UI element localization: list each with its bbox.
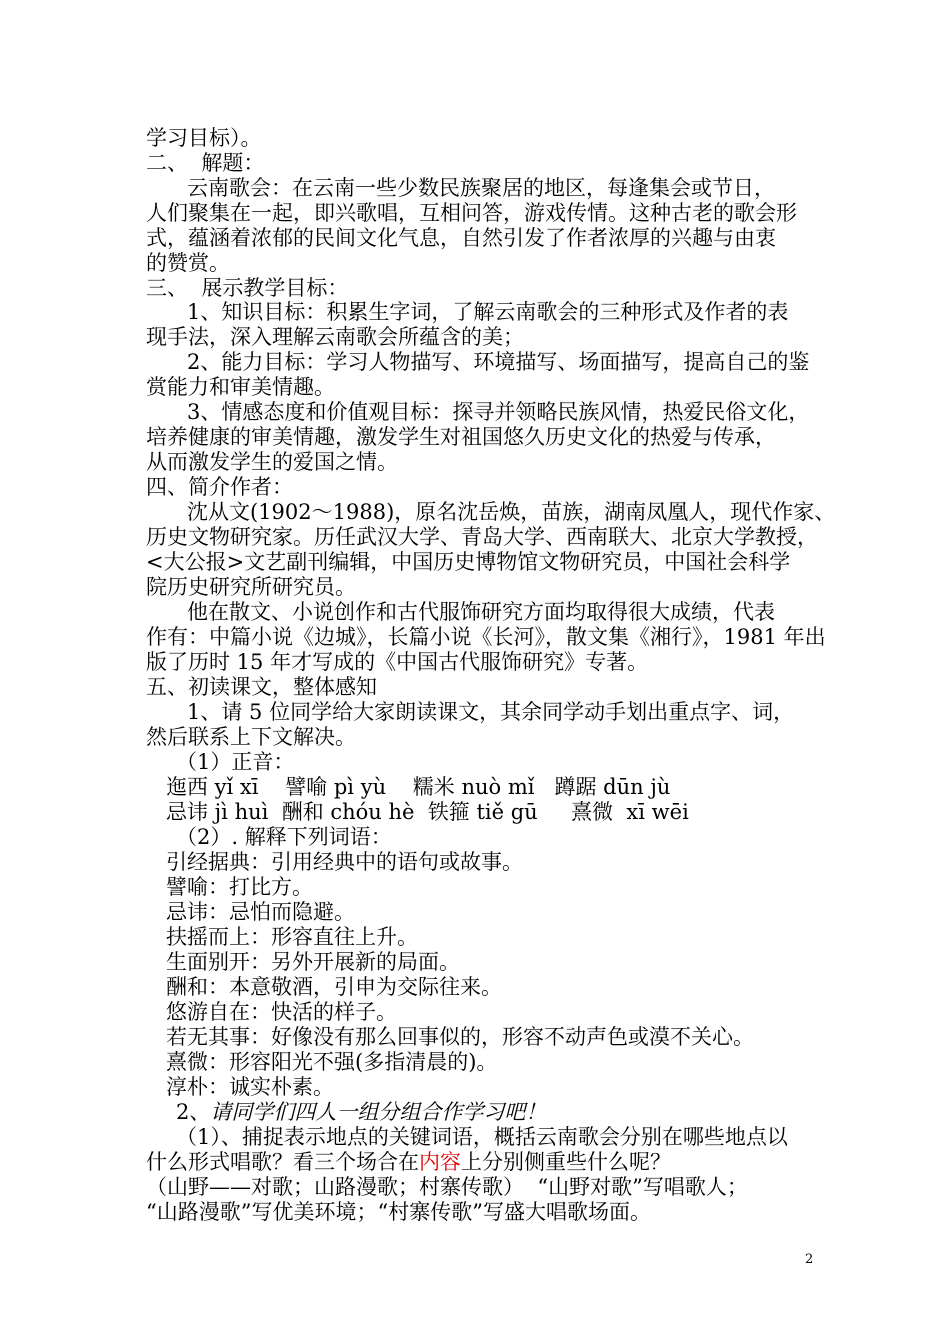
task-number: 2、 bbox=[176, 1100, 211, 1124]
highlighted-word: 内容 bbox=[419, 1150, 461, 1174]
text-line: 3、情感态度和价值观目标：探寻并领略民族风情，热爱民俗文化， bbox=[187, 400, 810, 424]
text-line: 然后联系上下文解决。 bbox=[146, 725, 356, 749]
vocab-line: 酬和：本意敬酒，引申为交际往来。 bbox=[166, 975, 502, 999]
text-line: 培养健康的审美情趣，激发学生对祖国悠久历史文化的热爱与传承， bbox=[146, 425, 776, 449]
vocab-line: 譬喻：打比方。 bbox=[166, 875, 313, 899]
text-line bbox=[146, 1150, 671, 1175]
text-line: 1、请 5 位同学给大家朗读课文，其余同学动手划出重点字、词， bbox=[187, 700, 795, 724]
vocab-line: 淳朴：诚实朴素。 bbox=[166, 1075, 334, 1099]
vocab-line: 熹微：形容阳光不强(多指清晨的)。 bbox=[166, 1050, 498, 1074]
text-line: 1、知识目标：积累生字词，了解云南歌会的三种形式及作者的表 bbox=[187, 300, 789, 324]
text-line: 的赞赏。 bbox=[146, 251, 230, 275]
subheading: （1）正音： bbox=[176, 750, 295, 774]
text-line: （山野——对歌；山路漫歌；村寨传歌） “山野对歌”写唱歌人； bbox=[146, 1175, 748, 1199]
pinyin-row: 忌讳 jì huì 酬和 chóu hè 铁箍 tiě gū 熹微 xī wēi bbox=[166, 800, 689, 824]
page-number: 2 bbox=[805, 1252, 814, 1267]
text-line: 式，蕴涵着浓郁的民间文化气息，自然引发了作者浓厚的兴趣与由衷 bbox=[146, 226, 776, 250]
text-line: （1）、捕捉表示地点的关键词语，概括云南歌会分别在哪些地点以 bbox=[176, 1125, 788, 1149]
task-line bbox=[176, 1100, 546, 1125]
text-line: 他在散文、小说创作和古代服饰研究方面均取得很大成绩，代表 bbox=[187, 600, 775, 624]
text-line: 学习目标）。 bbox=[146, 126, 262, 150]
vocab-line: 悠游自在：快活的样子。 bbox=[166, 1000, 397, 1024]
task-prompt: 请同学们四人一组分组合作学习吧！ bbox=[210, 1100, 547, 1124]
text-segment: 上分别侧重些什么呢？ bbox=[461, 1150, 671, 1174]
text-line: 赏能力和审美情趣。 bbox=[146, 375, 335, 399]
text-segment: 什么形式唱歌？看三个场合在 bbox=[146, 1150, 419, 1174]
vocab-line: 扶摇而上：形容直往上升。 bbox=[166, 925, 418, 949]
pinyin-row: 迤西 yǐ xī 譬喻 pì yù 糯米 nuò mǐ 蹲踞 dūn jù bbox=[166, 775, 671, 799]
vocab-line: 忌讳：忌怕而隐避。 bbox=[166, 900, 355, 924]
text-line: 沈从文(1902～1988)，原名沈岳焕，苗族，湖南凤凰人，现代作家、 bbox=[187, 500, 836, 524]
text-line: 2、能力目标：学习人物描写、环境描写、场面描写，提高自己的鉴 bbox=[187, 350, 810, 374]
section-heading: 五、初读课文，整体感知 bbox=[146, 675, 377, 699]
text-line: 云南歌会：在云南一些少数民族聚居的地区，每逢集会或节日， bbox=[187, 176, 775, 200]
text-line: 版了历时 15 年才写成的《中国古代服饰研究》专著。 bbox=[146, 650, 649, 674]
text-line: “山路漫歌”写优美环境；“村寨传歌”写盛大唱歌场面。 bbox=[146, 1200, 651, 1224]
text-line: 人们聚集在一起，即兴歌唱，互相问答，游戏传情。这种古老的歌会形 bbox=[146, 201, 797, 225]
subheading: （2）. 解释下列词语： bbox=[176, 825, 392, 849]
vocab-line: 引经据典：引用经典中的语句或故事。 bbox=[166, 850, 523, 874]
text-line: 从而激发学生的爱国之情。 bbox=[146, 450, 398, 474]
section-heading: 四、简介作者： bbox=[146, 475, 293, 499]
text-line: <大公报>文艺副刊编辑，中国历史博物馆文物研究员，中国社会科学 bbox=[146, 550, 791, 574]
text-line: 院历史研究所研究员。 bbox=[146, 575, 356, 599]
text-line: 现手法，深入理解云南歌会所蕴含的美； bbox=[146, 325, 524, 349]
section-heading: 三、 展示教学目标： bbox=[146, 276, 349, 300]
vocab-line: 生面别开：另外开展新的局面。 bbox=[166, 950, 460, 974]
text-line: 历史文物研究家。历任武汉大学、青岛大学、西南联大、北京大学教授， bbox=[146, 525, 818, 549]
text-line: 作有：中篇小说《边城》，长篇小说《长河》，散文集《湘行》，1981 年出 bbox=[146, 625, 826, 649]
section-heading: 二、 解题： bbox=[146, 151, 265, 175]
vocab-line: 若无其事：好像没有那么回事似的，形容不动声色或漠不关心。 bbox=[166, 1025, 754, 1049]
